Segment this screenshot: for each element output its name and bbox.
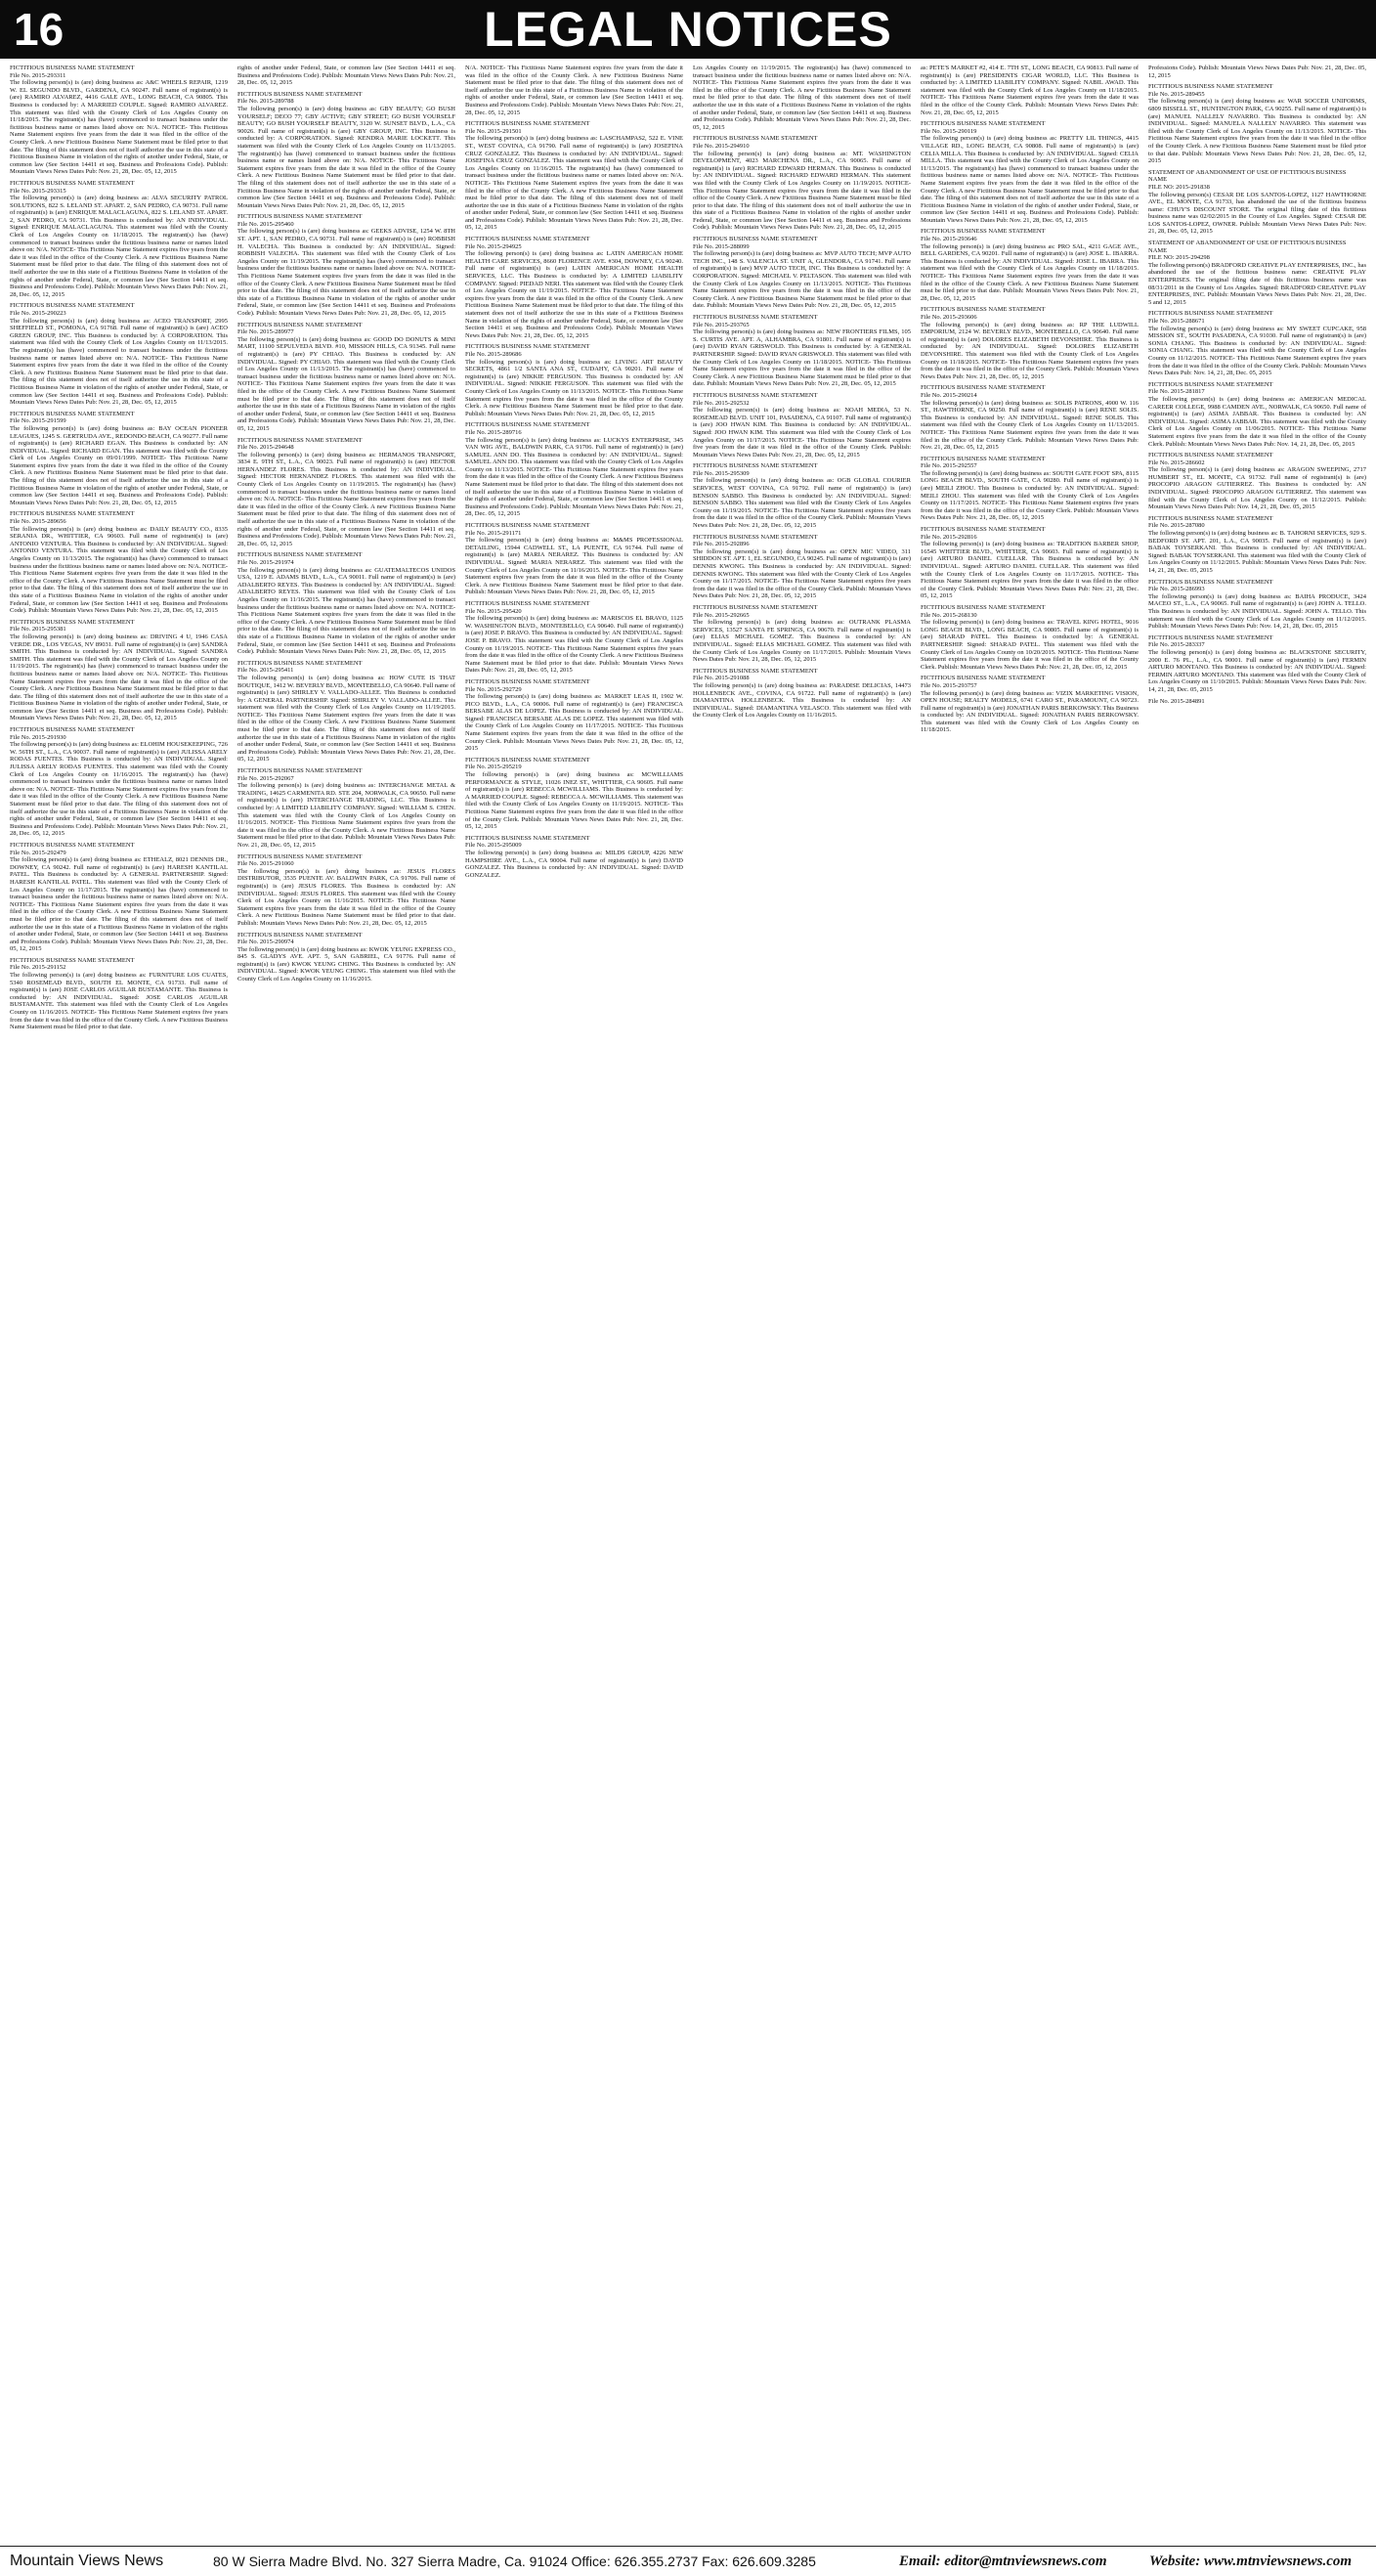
notice-file: File No. 2015-291088 — [693, 675, 750, 682]
notice-heading: FICTITIOUS BUSINESS NAME STATEMENT — [921, 455, 1046, 462]
notice-heading: FICTITIOUS BUSINESS NAME STATEMENT — [921, 120, 1046, 128]
legal-notice — [921, 526, 1139, 600]
notice-file: File No. 2015-295309 — [693, 469, 750, 477]
legal-notice — [921, 604, 1139, 671]
notice-file: File No. 2015-291152 — [10, 964, 66, 972]
notice-file: File No. 2015-281817 — [1148, 388, 1205, 396]
notice-file: File No. 2015-286602 — [1148, 458, 1205, 466]
notice-file: File No. 2015-292729 — [465, 685, 522, 693]
legal-notice — [237, 853, 455, 928]
notice-file: File No. 2015-283337 — [1148, 641, 1205, 649]
legal-notice — [693, 462, 911, 529]
notice-heading: FICTITIOUS BUSINESS NAME STATEMENT — [237, 852, 363, 860]
legal-notice — [1148, 698, 1366, 706]
notice-column — [921, 65, 1139, 2536]
legal-notice — [465, 343, 683, 417]
legal-notice — [1148, 452, 1366, 511]
notice-column — [10, 65, 228, 2536]
notice-column — [1148, 65, 1366, 2536]
notice-body: The following person(s) is (are) doing business as: MY SWEET CUPCAKE, 958 MISSION ST., SOUTH PASADENA, CA 91030. Full name of registrant(s) is (are) SONIA CHANG. This Business is conducted by: AN INDIVIDUAL. Signed: SONIA CHANG. This statement was filed with the County Clerk of Los Angeles County on 11/12/2015. NOTICE- This Fictitious Name Statement expires five years from the date it was filed in the office of the County Clerk. Publish: Mountain Views News Dates Pub: Nov. 14, 21, 28, Dec. 05, 2015 — [1148, 325, 1366, 377]
notice-body: The following person(s) is (are) doing business as: GOOD DO DONUTS & MINI MART, 11100 SEPULVEDA BLVD. #10, MISSION HILLS, CA 91345. Full name of registrant(s) is (are) PY CHIAO. This Business is conducted by: AN INDIVIDUAL. Signed: PY CHIAO. This statement was filed with the County Clerk of Los Angeles County on 11/13/2015. The registrant(s) has (have) commenced to transact business under the fictitious business name or names listed above on: N/A. NOTICE- This Fictitious Name Statement expires five years from the date it was filed in the office of the County Clerk. A new Fictitious Business Name Statement must be filed prior to that date. The filing of this statement does not of itself authorize the use in this state of a Fictitious Business Name in violation of the rights of another under Federal, State, or common law (See Section 14411 et seq. Business and Professions Code). Publish: Mountain Views News Dates Pub: Nov. 21, 28, Dec. 05, 12, 2015 — [237, 335, 455, 432]
notice-file: File No. 2015-289656 — [10, 518, 66, 526]
notice-body: The following person(s) is (are) doing business as: SOUTH GATE FOOT SPA, 8115 LONG BEACH BLVD., SOUTH GATE, CA 90280. Full name of registrant(s) is (are) MEILI ZHOU. This Business is conducted by: AN INDIVIDUAL. Signed: MEILI ZHOU. This statement was filed with the County Clerk of Los Angeles County on 11/17/2015. NOTICE- This Fictitious Name Statement expires five years from the date it was filed in the office of the County Clerk. Publish: Mountain Views News Dates Pub: Nov. 21, 28, Dec. 05, 12, 2015 — [921, 469, 1139, 522]
notice-body: The following person(s) is (are) doing business as: SOLIS PATRONS, 4900 W. 116 ST., HAWTHORNE, CA 90250. Full name of registrant(s) is (are) RENE SOLIS. This Business is conducted by: AN INDIVIDUAL. Signed: RENE SOLIS. This statement was filed with the County Clerk of Los Angeles County on 11/13/2015. NOTICE- This Fictitious Name Statement expires five years from the date it was filed in the office of the County Clerk. Publish: Mountain Views News Dates Pub: Nov. 21, 28, Dec. 05, 12, 2015 — [921, 399, 1139, 452]
notice-file: File No. 2015-292896 — [693, 541, 750, 548]
legal-notice — [693, 65, 911, 131]
notice-heading: FICTITIOUS BUSINESS NAME STATEMENT — [10, 179, 135, 187]
notice-heading: FICTITIOUS BUSINESS NAME STATEMENT — [237, 90, 363, 98]
notice-body: N/A. NOTICE- This Fictitious Name Statement expires five years from the date it was filed in the office of the County Clerk. A new Fictitious Business Name Statement must be filed prior to that date. The filing of this statement does not of itself authorize the use in this state of a Fictitious Business Name in violation of the rights of another under Federal, State, or common law (See Section 14411 et seq. Business and Professions Code). Publish: Mountain Views News Dates Pub: Nov. 21, 28, Dec. 05, 12, 2015 — [465, 65, 683, 116]
footer-paper-name: Mountain Views News — [10, 2553, 164, 2569]
notice-body: The following person(s) is (are) doing business as: ARAGON SWEEPING, 2717 HUMBERT ST., EL MONTE, CA 91732. Full name of registrant(s) is (are) PROCOPIO ARAGON GUTIERREZ. This Business is conducted by: AN INDIVIDUAL. Signed: PROCOPIO ARAGON GUTIERREZ. This statement was filed with the County Clerk of Los Angeles County on 11/12/2015. Publish: Mountain Views News Dates Pub: Nov. 14, 21, 28, Dec. 05, 2015 — [1148, 466, 1366, 511]
notice-body: The following person(s) is (are) doing business as: HERMANOS TRANSPORT, 3834 E. 9TH ST., L.A., CA 90023. Full name of registrant(s) is (are) HECTOR HERNANDEZ FLORES. This Business is conducted by: AN INDIVIDUAL. Signed: HECTOR HERNANDEZ FLORES. This statement was filed with the County Clerk of Los Angeles County on 11/19/2015. The registrant(s) has (have) commenced to transact business under the fictitious business name or names listed above on: N/A. NOTICE- This Fictitious Name Statement expires five years from the date it was filed in the office of the County Clerk. A new Fictitious Business Name Statement must be filed prior to that date. The filing of this statement does not of itself authorize the use in this state of a Fictitious Business Name in violation of the rights of another under Federal, State, or common law (See Section 14411 et seq. Business and Professions Code). Publish: Mountain Views News Dates Pub: Nov. 21, 28, Dec. 05, 12, 2015 — [237, 451, 455, 547]
legal-notice — [1148, 310, 1366, 376]
notice-heading: FICTITIOUS BUSINESS NAME STATEMENT — [693, 533, 818, 541]
footer-email[interactable]: Email: editor@mtnviewsnews.com — [899, 2554, 1107, 2569]
notice-body: The following person(s) is (are) doing business as: DAILY BEAUTY CO., 8335 SERANIA DR., WHITTIER, CA 90603. Full name of registrant(s) is (are) ANTONIO VENTURA. This Business is conducted by: AN INDIVIDUAL. Signed: ANTONIO VENTURA. This statement was filed with the County Clerk of Los Angeles County on 11/13/2015. The registrant(s) has (have) commenced to transact business under the fictitious business name or names listed above on: N/A. NOTICE- This Fictitious Name Statement expires five years from the date it was filed in the office of the County Clerk. A new Fictitious Business Name Statement must be filed prior to that date. The filing of this statement does not of itself authorize the use in this state of a Fictitious Business Name in violation of the rights of another under Federal, State, or common law (See Section 14411 et seq. Business and Professions Code). Publish: Mountain Views News Dates Pub: Nov. 21, 28, Dec. 05, 12, 2015 — [10, 525, 228, 615]
notice-body: The following person(s) is (are) doing business as: A&C WHEELS REPAIR, 1219 W. EL SEGUNDO BLVD., GARDENA, CA 90247. Full name of registrant(s) is (are) RAMIRO ALVAREZ, 4416 GALE AVE., LONG BEACH, CA 90805. This Business is conducted by: A MARRIED COUPLE. Signed: RAMIRO ALVAREZ. This statement was filed with the County Clerk of Los Angeles County on 11/18/2015. The registrant(s) has (have) commenced to transact business under the fictitious business name or names listed above on: N/A. NOTICE- This Fictitious Name Statement expires five years from the date it was filed in the office of the County Clerk. A new Fictitious Business Name Statement must be filed prior to that date. The filing of this statement does not of itself authorize the use in this state of a Fictitious Business Name in violation of the rights of another under Federal, State, or common law (See Section 14411 et seq. Business and Professions Code). Publish: Mountain Views News Dates Pub: Nov. 21, 28, Dec. 05, 12, 2015 — [10, 79, 228, 176]
notice-body: The following person(s) is (are) doing business as: BAIHA PRODUCE, 3424 MACEO ST., L.A., CA 90065. Full name of registrant(s) is (are) JOHN A. TELLO. This Business is conducted by: AN INDIVIDUAL. Signed: JOHN A. TELLO. This statement was filed with the County Clerk of Los Angeles County on 11/12/2015. Publish: Mountain Views News Dates Pub: Nov. 14, 21, 28, Dec. 05, 2015 — [1148, 592, 1366, 631]
legal-notice — [465, 835, 683, 880]
notice-heading: FICTITIOUS BUSINESS NAME STATEMENT — [921, 526, 1046, 534]
legal-notice — [1148, 634, 1366, 694]
notice-body: The following person(s) is (are) doing business as: MT. WASHINGTON DEVELOPMENT, 4023 MARCHENA DR., L.A., CA 90065. Full name of registrant(s) is (are) RICHARD EDWARD HERMAN. This Business is conducted by: AN INDIVIDUAL. Signed: RICHARD EDWARD HERMAN. This statement was filed with the County Clerk of Los Angeles County on 11/19/2015. NOTICE- This Fictitious Name Statement expires five years from the date it was filed in the office of the County Clerk. A new Fictitious Business Name Statement must be filed prior to that date. The filing of this statement does not of itself authorize the use in this state of a Fictitious Business Name in violation of the rights of another under Federal, State, or common law (See Section 14411 et seq. Business and Professions Code). Publish: Mountain Views News Dates Pub: Nov. 21, 28, Dec. 05, 12, 2015 — [693, 150, 911, 232]
notice-file: File No. 2015-293606 — [921, 314, 977, 321]
notice-heading: FICTITIOUS BUSINESS NAME STATEMENT — [1148, 633, 1273, 641]
notice-heading: FICTITIOUS BUSINESS NAME STATEMENT — [693, 314, 818, 321]
notice-body: The following person(s) is (are) doing business as: ELOHIM HOUSEKEEPING, 726 W. 56TH ST., L.A., CA 90037. Full name of registrant(s) is (are) JULISSA ARELY RODAS FUENTES. This Business is conducted by: AN INDIVIDUAL. Signed: JULISSA ARELY RODAS FUENTES. This statement was filed with the County Clerk of Los Angeles County on 11/16/2015. The registrant(s) has (have) commenced to transact business under the fictitious business name or names listed above on: N/A. NOTICE- This Fictitious Name Statement expires five years from the date it was filed in the office of the County Clerk. A new Fictitious Business Name Statement must be filed prior to that date. The filing of this statement does not of itself authorize the use in this state of a Fictitious Business Name in violation of the rights of another under Federal, State, or common law (See Section 14411 et seq. Business and Professions Code). Publish: Mountain Views News Dates Pub: Nov. 21, 28, Dec. 05, 12, 2015 — [10, 741, 228, 838]
notice-body: The following person(s) is (are) doing business as: ACEO TRANSPORT, 2995 SHEFFIELD ST., POMONA, CA 91768. Full name of registrant(s) is (are) ACEO GREEN GROUP, INC. This Business is conducted by: A CORPORATION. This statement was filed with the County Clerk of Los Angeles County on 11/13/2015. The registrant(s) has (have) commenced to transact business under the fictitious business name or names listed above on: N/A. NOTICE- This Fictitious Name Statement expires five years from the date it was filed in the office of the County Clerk. A new Fictitious Business Name Statement must be filed prior to that date. The filing of this statement does not of itself authorize the use in this state of a Fictitious Business Name in violation of the rights of another under Federal, State, or common law (See Section 14411 et seq. Business and Professions Code). Publish: Mountain Views News Dates Pub: Nov. 21, 28, Dec. 05, 12, 2015 — [10, 317, 228, 407]
legal-notice — [1148, 579, 1366, 631]
notice-file: File No. 2015-289455 — [1148, 90, 1205, 98]
notice-heading: FICTITIOUS BUSINESS NAME STATEMENT — [465, 421, 590, 429]
notice-body: The following person(s) is (are) doing business as: GUATEMALTECOS UNIDOS USA, 1219 E. ADAMS BLVD., L.A., CA 90011. Full name of registrant(s) is (are) ADALBERTO REYES. This Business is conducted by: AN INDIVIDUAL. Signed: ADALBERTO REYES. This statement was filed with the County Clerk of Los Angeles County on 11/16/2015. The registrant(s) has (have) commenced to transact business under the fictitious business name or names listed above on: N/A. NOTICE- This Fictitious Name Statement expires five years from the date it was filed in the office of the County Clerk. A new Fictitious Business Name Statement must be filed prior to that date. The filing of this statement does not of itself authorize the use in this state of a Fictitious Business Name in violation of the rights of another under Federal, State, or common law (See Section 14411 et seq. Business and Professions Code). Publish: Mountain Views News Dates Pub: Nov. 21, 28, Dec. 05, 12, 2015 — [237, 566, 455, 656]
notice-heading: FICTITIOUS BUSINESS NAME STATEMENT — [465, 599, 590, 607]
legal-notice — [10, 411, 228, 507]
notice-body: The following person(s) is (are) doing business as: NOAH MEDIA, 53 N. ROSEMEAD BLVD. UNIT 101, PASADENA, CA 91107. Full name of registrant(s) is (are) JOO HWAN KIM. This Business is conducted by: AN INDIVIDUAL. Signed: JOO HWAN KIM. This statement was filed with the County Clerk of Los Angeles County on 11/17/2015. NOTICE- This Fictitious Name Statement expires five years from the date it was filed in the office of the County Clerk. Publish: Mountain Views News Dates Pub: Nov. 21, 28, Dec. 05, 12, 2015 — [693, 407, 911, 458]
notice-heading: FICTITIOUS BUSINESS NAME STATEMENT — [465, 236, 590, 243]
notice-file: File No. 2015-292479 — [10, 849, 66, 856]
legal-notice — [465, 421, 683, 518]
legal-notice — [465, 522, 683, 596]
notice-heading: FICTITIOUS BUSINESS NAME STATEMENT — [237, 436, 363, 444]
notice-body: The following person(s) is (are) doing business as: OPEN MIC VIDEO, 311 SHIDDON ST. APT. 1, EL SEGUNDO, CA 90245. Full name of registrant(s) is (are) DENNIS KWONG. This Business is conducted by: AN INDIVIDUAL. Signed: DENNIS KWONG. This statement was filed with the County Clerk of Los Angeles County on 11/17/2015. NOTICE- This Fictitious Name Statement expires five years from the date it was filed in the office of the County Clerk. Publish: Mountain Views News Dates Pub: Nov. 21, 28, Dec. 05, 12, 2015 — [693, 547, 911, 600]
notice-heading: FICTITIOUS BUSINESS NAME STATEMENT — [465, 120, 590, 128]
legal-notice — [693, 604, 911, 664]
notice-file: File No. 2015-295381 — [10, 626, 66, 633]
notice-file: File No. 2015-287080 — [1148, 522, 1205, 530]
notice-file: File No. 2015-290974 — [237, 939, 294, 946]
notice-heading: FICTITIOUS BUSINESS NAME STATEMENT — [921, 306, 1046, 314]
notice-body: The following person(s) is (are) doing business as: OGB GLOBAL COURIER SERVICES, WEST COVINA, CA 91792. Full name of registrant(s) is (are) BENSON SABBO. This Business is conducted by: AN INDIVIDUAL. Signed: BENSON SABBO. This statement was filed with the County Clerk of Los Angeles County on 11/19/2015. NOTICE- This Fictitious Name Statement expires five years from the date it was filed in the office of the County Clerk. Publish: Mountain Views News Dates Pub: Nov. 21, 28, Dec. 05, 12, 2015 — [693, 477, 911, 530]
legal-notice — [1148, 381, 1366, 448]
notice-body: as: PETE'S MARKET #2, 414 E. 7TH ST., LONG BEACH, CA 90813. Full name of registrant(s) is (are) PRESIDENTS CIGAR WORLD, LLC. This Business is conducted by: A LIMITED LIABILITY COMPANY. Signed: NABIL AWAD. This statement was filed with the County Clerk of Los Angeles County on 11/18/2015. NOTICE- This Fictitious Name Statement expires five years from the date it was filed in the office of the County Clerk. Publish: Mountain Views News Dates Pub: Nov. 21, 28, Dec. 05, 12, 2015 — [921, 65, 1139, 116]
legal-notice — [465, 65, 683, 116]
notice-body: The following person(s) is (are) doing business as: JESUS FLORES DISTRIBUTOR, 3535 PUENTE AV. BALDWIN PARK, CA 91706. Full name of registrant(s) is (are) JESUS FLORES. This Business is conducted by: AN INDIVIDUAL. Signed: JESUS FLORES. This statement was filed with the County Clerk of Los Angeles County on 11/16/2015. NOTICE- This Fictitious Name Statement expires five years from the date it was filed in the office of the County Clerk. A new Fictitious Business Name Statement must be filed prior to that date. Publish: Mountain Views News Dates Pub: Nov. 21, 28, Dec. 05, 12, 2015 — [237, 867, 455, 927]
notice-body: Professions Code). Publish: Mountain Views News Dates Pub: Nov. 21, 28, Dec. 05, 12, 2015 — [1148, 65, 1366, 79]
notice-file: FILE NO: 2015-291838 — [1148, 183, 1210, 191]
notice-body: The following person(s) is (are) doing business as: ETHEALZ, 8021 DENNIS DR., DOWNEY, CA 90242. Full name of registrant(s) is (are) HARESH KANTILAL PATEL. This Business is conducted by: A GENERAL PARTNERSHIP. Signed: HARESH KANTILAL PATEL. This statement was filed with the County Clerk of Los Angeles County on 11/17/2015. The registrant(s) has (have) commenced to transact business under the fictitious business name or names listed above on: N/A. NOTICE- This Fictitious Name Statement expires five years from the date it was filed in the office of the County Clerk. A new Fictitious Business Name Statement must be filed prior to that date. The filing of this statement does not of itself authorize the use in this state of a Fictitious Business Name in violation of the rights of another under Federal, State, or common law (See Section 14411 et seq. Business and Professions Code). Publish: Mountain Views News Dates Pub: Nov. 21, 28, Dec. 05, 12, 2015 — [10, 856, 228, 953]
notice-heading: FICTITIOUS BUSINESS NAME STATEMENT — [10, 726, 135, 734]
notice-body: The following person(s) BRADFORD CREATIVE PLAY ENTERPRISES, INC., has abandoned the use of the fictitious business name: CREATIVE PLAY ENTERPRISES. The original filing date of this fictitious business name was 08/31/2011 in the County of Los Angeles. Signed: BRADFORD CREATIVE PLAY ENTERPRISES, INC. Publish: Mountain Views News Dates Pub: Nov. 21, 28, Dec. 5 and 12, 2015 — [1148, 261, 1366, 306]
notice-heading: FICTITIOUS BUSINESS NAME STATEMENT — [465, 522, 590, 530]
notice-file: File No. 2015-289716 — [465, 428, 522, 436]
notice-body: The following person(s) is (are) doing business as: KWOK YEUNG EXPRESS CO., 845 S. GLADYS AVE. APT. 5, SAN GABRIEL, CA 91776. Full name of registrant(s) is (are) KWOK YEUNG CHING. This Business is conducted by: AN INDIVIDUAL. Signed: KWOK YEUNG CHING. This statement was filed with the County Clerk of Los Angeles County on 11/16/2015. — [237, 945, 455, 983]
notice-body: The following person(s) is (are) doing business as: INTERCHANGE METAL & TRADING, 14625 CARMENITA RD. STE 204, NORWALK, CA 90650. Full name of registrant(s) is (are) INTERCHANGE TRADING, LLC. This Business is conducted by: A LIMITED LIABILITY COMPANY. Signed: WILLIAM S. CHEN. This statement was filed with the County Clerk of Los Angeles County on 11/16/2015. NOTICE- This Fictitious Name Statement expires five years from the date it was filed in the office of the County Clerk. A new Fictitious Business Name Statement must be filed prior to that date. Publish: Mountain Views News Dates Pub: Nov. 21, 28, Dec. 05, 12, 2015 — [237, 782, 455, 849]
notice-body: The following person(s) is (are) doing business as: VIZIX MARKETING VISION, OPEN HOUSE; REALTY MODELS, 6741 CARO ST., PARAMOUNT, CA 90723. Full name of registrant(s) is (are) JONATHAN PARIS BERKOWSKY. This Business is conducted by: AN INDIVIDUAL. Signed: JONATHAN PARIS BERKOWSKY. This statement was filed with the County Clerk of Los Angeles County on 11/18/2015. — [921, 689, 1139, 734]
section-title: LEGAL NOTICES — [484, 2, 892, 57]
legal-notice — [465, 236, 683, 339]
notice-heading: FICTITIOUS BUSINESS NAME STATEMENT — [10, 510, 135, 518]
notice-body: The following person(s) is (are) doing business as: BAY OCEAN PIONEER LEAGUES, 1245 S. GERTRUDA AVE., REDONDO BEACH, CA 90277. Full name of registrant(s) is (are) RICHARD EGAN. This Business is conducted by: AN INDIVIDUAL. Signed: RICHARD EGAN. This statement was filed with the County Clerk of Los Angeles County on 09/01/1999. NOTICE- This Fictitious Name Statement expires five years from the date it was filed in the office of the County Clerk. A new Fictitious Business Name Statement must be filed prior to that date. The filing of this statement does not of itself authorize the use in this state of a Fictitious Business Name in violation of the rights of another under Federal, State, or common law (See Section 14411 et seq. Business and Professions Code). Publish: Mountain Views News Dates Pub: Nov. 21, 28, Dec. 05, 12, 2015 — [10, 424, 228, 506]
notice-file: File No. 2015-289788 — [237, 98, 294, 106]
notice-heading: FICTITIOUS BUSINESS NAME STATEMENT — [10, 956, 135, 964]
notice-heading: FICTITIOUS BUSINESS NAME STATEMENT — [237, 659, 363, 667]
legal-notice — [237, 91, 455, 210]
notice-body: The following person(s) is (are) doing business as: TRADITION BARBER SHOP, 16545 WHITTIER BLVD., WHITTIER, CA 90603. Full name of registrant(s) is (are) ARTURO DANIEL CUELLAR. This Business is conducted by: AN INDIVIDUAL. Signed: ARTURO DANIEL CUELLAR. This statement was filed with the County Clerk of Los Angeles County on 11/17/2015. NOTICE- This Fictitious Name Statement expires five years from the date it was filed in the office of the County Clerk. Publish: Mountain Views News Dates Pub: Nov. 21, 28, Dec. 05, 12, 2015 — [921, 541, 1139, 600]
notice-body: The following person(s) is (are) doing business as: BLACKSTONE SECURITY, 2000 E. 76 PL., L.A., CA 90001. Full name of registrant(s) is (are) FERMIN ARTURO MONTANO. This Business is conducted by: AN INDIVIDUAL. Signed: FERMIN ARTURO MONTANO. This statement was filed with the County Clerk of Los Angeles County on 11/10/2015. Publish: Mountain Views News Dates Pub: Nov. 14, 21, 28, Dec. 05, 2015 — [1148, 648, 1366, 693]
legal-notices-columns — [10, 65, 1366, 2536]
notice-heading: FICTITIOUS BUSINESS NAME STATEMENT — [1148, 452, 1273, 459]
legal-notice — [465, 678, 683, 753]
legal-notice — [10, 726, 228, 838]
notice-column — [237, 65, 455, 2536]
legal-notice — [237, 65, 455, 87]
notice-file: File No. 2015-294925 — [465, 242, 522, 250]
notice-file: File No. 2015-293315 — [10, 187, 66, 195]
legal-notice — [10, 65, 228, 176]
legal-notice — [10, 302, 228, 406]
legal-notice — [693, 534, 911, 600]
notice-file: File No. 2015-290119 — [921, 127, 977, 135]
notice-file: File No. 2015-284891 — [1148, 697, 1205, 705]
legal-notice — [921, 228, 1139, 302]
notice-file: File No. 2015-291171 — [465, 529, 522, 537]
notice-body: The following person(s) is (are) doing business as: B. TAHORNI SERVICES, 929 S. BEDFORD ST. APT. 201, L.A., CA 90035. Full name of registrant(s) is (are) BABAK TOYSERKANI. This Business is conducted by: AN INDIVIDUAL. Signed: BABAK TOYSERKANI. This statement was filed with the County Clerk of Los Angeles County on 11/12/2015. Publish: Mountain Views News Dates Pub: Nov. 14, 21, 28, Dec. 05, 2015 — [1148, 530, 1366, 574]
notice-heading: FICTITIOUS BUSINESS NAME STATEMENT — [1148, 380, 1273, 388]
legal-notice — [237, 551, 455, 655]
legal-notice — [693, 668, 911, 720]
notice-file: File No. 2015-293765 — [693, 321, 750, 328]
notice-file: File No. 2015-292532 — [693, 399, 750, 407]
footer-address: 80 W Sierra Madre Blvd. No. 327 Sierra Madre, Ca. 91024 Office: 626.355.2737 Fax: 626.609.3285 — [213, 2554, 816, 2569]
notice-heading: STATEMENT OF ABANDONMENT OF USE OF FICTITIOUS BUSINESS NAME — [1148, 168, 1347, 184]
legal-notice — [1148, 65, 1366, 79]
notice-body: The following person(s) is (are) doing business as: ALVA SECURITY PATROL SOLUTIONS, 822 S. LELAND ST. APART. 2, SAN PEDRO, CA 90731. Full name of registrant(s) is (are) ENRIQUE MALACLAGUNA, 822 S. LELAND ST. APART. 2, SAN PEDRO, CA 90731. This Business is conducted by: AN INDIVIDUAL. Signed: ENRIQUE MALACLAGUNA. This statement was filed with the County Clerk of Los Angeles County on 11/18/2015. The registrant(s) has (have) commenced to transact business under the fictitious business name or names listed above on: N/A. NOTICE- This Fictitious Name Statement expires five years from the date it was filed in the office of the County Clerk. A new Fictitious Business Name Statement must be filed prior to that date. The filing of this statement does not of itself authorize the use in this state of a Fictitious Business Name in violation of the rights of another under Federal, State, or common law (See Section 14411 et seq. Business and Professions Code). Publish: Mountain Views News Dates Pub: Nov. 21, 28, Dec. 05, 12, 2015 — [10, 195, 228, 298]
legal-notice — [237, 932, 455, 983]
notice-body: The following person(s) is (are) doing business as: TRAVEL KING HOTEL, 9016 LONG BEACH BLVD., LONG BEACH, CA 90805. Full name of registrant(s) is (are) SHARAD PATEL. This Business is conducted by: A GENERAL PARTNERSHIP. Signed: SHARAD PATEL. This statement was filed with the County Clerk of Los Angeles County on 10/20/2015. NOTICE- This Fictitious Name Statement expires five years from the date it was filed in the office of the County Clerk. Publish: Mountain Views News Dates Pub: Nov. 21, 28, Dec. 05, 12, 2015 — [921, 619, 1139, 671]
legal-notice — [237, 660, 455, 764]
notice-heading: FICTITIOUS BUSINESS NAME STATEMENT — [237, 551, 363, 559]
page-number: 16 — [14, 4, 64, 55]
legal-notice — [10, 619, 228, 722]
notice-heading: FICTITIOUS BUSINESS NAME STATEMENT — [237, 213, 363, 221]
notice-body: The following person(s) is (are) doing business as: LATIN AMERICAN HOME HEALTH CARE SERVICES, 8660 FLORENCE AVE. #304, DOWNEY, CA 90240. Full name of registrant(s) is (are) LATIN AMERICAN HOME HEALTH SERVICES, LLC. This Business is conducted by: A LIMITED LIABILITY COMPANY. Signed: PIEDAD NERI. This statement was filed with the County Clerk of Los Angeles County on 11/19/2015. NOTICE- This Fictitious Name Statement expires five years from the date it was filed in the office of the County Clerk. A new Fictitious Business Name Statement must be filed prior to that date. The filing of this statement does not of itself authorize the use in this state of a Fictitious Business Name in violation of the rights of another under Federal, State, or common law (See Section 14411 et seq. Business and Professions Code). Publish: Mountain Views News Dates Pub: Nov. 21, 28, Dec. 05, 12, 2015 — [465, 250, 683, 339]
notice-file: File No. 2015-290223 — [10, 310, 66, 317]
legal-notice — [921, 456, 1139, 522]
notice-body: The following person(s) is (are) doing business as: PRETTY LIL THINGS, 4415 VILLAGE RD., LONG BEACH, CA 90808. Full name of registrant(s) is (are) CELIA MILLA. This Business is conducted by: AN INDIVIDUAL. Signed: CELIA MILLA. This statement was filed with the County Clerk of Los Angeles County on 11/13/2015. The registrant(s) has (have) commenced to transact business under the fictitious business name or names listed above on: N/A. NOTICE- This Fictitious Name Statement expires five years from the date it was filed in the office of the County Clerk. A new Fictitious Business Name Statement must be filed prior to that date. The filing of this statement does not of itself authorize the use in this state of a Fictitious Business Name in violation of the rights of another under Federal, State, or common law (See Section 14411 et seq. Business and Professions Code). Publish: Mountain Views News Dates Pub: Nov. 21, 28, Dec. 05, 12, 2015 — [921, 135, 1139, 224]
notice-heading: FICTITIOUS BUSINESS NAME STATEMENT — [921, 603, 1046, 611]
notice-heading: FICTITIOUS BUSINESS NAME STATEMENT — [1148, 310, 1273, 318]
notice-file: File No. 2015-291501 — [465, 127, 522, 135]
legal-notice — [693, 392, 911, 458]
notice-heading: FICTITIOUS BUSINESS NAME STATEMENT — [465, 756, 590, 764]
notice-file: File No. 2015-294910 — [693, 142, 750, 150]
legal-notice — [1148, 83, 1366, 165]
notice-heading: FICTITIOUS BUSINESS NAME STATEMENT — [10, 65, 135, 71]
notice-heading: FICTITIOUS BUSINESS NAME STATEMENT — [237, 767, 363, 775]
notice-heading: FICTITIOUS BUSINESS NAME STATEMENT — [693, 667, 818, 675]
legal-notice — [237, 322, 455, 433]
notice-heading: FICTITIOUS BUSINESS NAME STATEMENT — [693, 391, 818, 399]
notice-body: The following person(s) is (are) doing business as: LUCKYS ENTERPRISE, 345 VAN WIG AVE., BALDWIN PARK, CA 91706. Full name of registrant(s) is (are) SAMUEL ANN DO. This Business is conducted by: AN INDIVIDUAL. Signed: SAMUEL ANN DO. This statement was filed with the County Clerk of Los Angeles County on 11/13/2015. NOTICE- This Fictitious Name Statement expires five years from the date it was filed in the office of the County Clerk. A new Fictitious Business Name Statement must be filed prior to that date. The filing of this statement does not of itself authorize the use in this state of a Fictitious Business Name in violation of the rights of another under Federal, State, or common law (See Section 14411 et seq. Business and Professions Code). Publish: Mountain Views News Dates Pub: Nov. 21, 28, Dec. 05, 12, 2015 — [465, 436, 683, 518]
notice-column — [465, 65, 683, 2536]
legal-notice — [237, 437, 455, 548]
notice-body: The following person(s) is (are) doing business as: RP THE LUDWILL EMPORIUM, 2124 W. BEVERLY BLVD., MONTEBELLO, CA 90640. Full name of registrant(s) is (are) DOLORES ELIZABETH DEVONSHIRE. This Business is conducted by: AN INDIVIDUAL. Signed: DOLORES ELIZABETH DEVONSHIRE. This statement was filed with the County Clerk of Los Angeles County on 11/18/2015. NOTICE- This Fictitious Name Statement expires five years from the date it was filed in the office of the County Clerk. Publish: Mountain Views News Dates Pub: Nov. 21, 28, Dec. 05, 12, 2015 — [921, 321, 1139, 380]
legal-notice — [10, 957, 228, 1031]
notice-body: The following person(s) is (are) doing business as: MVP AUTO TECH; MVP AUTO TECH INC., 148 S. VALENCIA ST. UNIT A, GLENDORA, CA 91741. Full name of registrant(s) is (are) MVP AUTO TECH, INC. This Business is conducted by: A CORPORATION. Signed: MICHAEL V. PELTASON. This statement was filed with the County Clerk of Los Angeles County on 11/13/2015. NOTICE- This Fictitious Name Statement expires five years from the date it was filed in the office of the County Clerk. A new Fictitious Business Name Statement must be filed prior to that date. Publish: Mountain Views News Dates Pub: Nov. 21, 28, Dec. 05, 12, 2015 — [693, 250, 911, 310]
notice-heading: FICTITIOUS BUSINESS NAME STATEMENT — [237, 321, 363, 328]
notice-body: The following person(s) is (are) doing business as: PARADISE DELICIAS, 14473 HOLLENBECK AVE., COVINA, CA 91722. Full name of registrant(s) is (are) DIAMANTINA HOLLENBECK. This Business is conducted by: AN INDIVIDUAL. Signed: DIAMANTINA VELASCO. This statement was filed with the County Clerk of Los Angeles County on 11/16/2015. — [693, 681, 911, 720]
legal-notice — [693, 314, 911, 388]
notice-heading: FICTITIOUS BUSINESS NAME STATEMENT — [693, 135, 818, 143]
legal-notice — [237, 767, 455, 850]
notice-file: File No. 2015-290214 — [921, 391, 977, 399]
notice-body: The following person(s) is (are) doing business as: OUTRANK PLASMA SERVICES, 13527 SANTA FE SPRINGS, CA 90670. Full name of registrant(s) is (are) ELIAS MICHAEL GOMEZ. This Business is conducted by: AN INDIVIDUAL. Signed: ELIAS MICHAEL GOMEZ. This statement was filed with the County Clerk of Los Angeles County on 11/17/2015. Publish: Mountain Views News Dates Pub: Nov. 21, 28, Dec. 05, 12, 2015 — [693, 619, 911, 664]
legal-notice — [693, 135, 911, 232]
notice-heading: FICTITIOUS BUSINESS NAME STATEMENT — [10, 841, 135, 849]
legal-notice — [465, 600, 683, 675]
legal-notice — [1148, 169, 1366, 236]
legal-notice — [921, 384, 1139, 451]
notice-body: The following person(s) is (are) doing business as: M&MS PROFESSIONAL DETAILING, 15944 CADWELL ST., LA PUENTE, CA 91744. Full name of registrant(s) is (are) MARIA NERAREZ. This Business is conducted by: AN INDIVIDUAL. Signed: MARIA NERAREZ. This statement was filed with the County Clerk of Los Angeles County on 11/16/2015. NOTICE- This Fictitious Name Statement expires five years from the date it was filed in the office of the County Clerk. A new Fictitious Business Name Statement must be filed prior to that date. Publish: Mountain Views News Dates Pub: Nov. 21, 28, Dec. 05, 12, 2015 — [465, 537, 683, 596]
legal-notice — [10, 842, 228, 953]
notice-heading: FICTITIOUS BUSINESS NAME STATEMENT — [1148, 578, 1273, 586]
notice-heading: FICTITIOUS BUSINESS NAME STATEMENT — [921, 384, 1046, 392]
notice-body: The following person(s) is (are) doing business as: MARISCOS EL BRAVO, 1125 W. WASHINGTON BLVD., MONTEBELLO, CA 90640. Full name of registrant(s) is (are) JOSE P. BRAVO. This Business is conducted by: AN INDIVIDUAL. Signed: JOSE P. BRAVO. This statement was filed with the County Clerk of Los Angeles County on 11/19/2015. NOTICE- This Fictitious Name Statement expires five years from the date it was filed in the office of the County Clerk. A new Fictitious Business Name Statement must be filed prior to that date. Publish: Mountain Views News Dates Pub: Nov. 21, 28, Dec. 05, 12, 2015 — [465, 615, 683, 675]
notice-heading: FICTITIOUS BUSINESS NAME STATEMENT — [693, 236, 818, 243]
legal-notice — [693, 236, 911, 310]
page-footer — [0, 2546, 1376, 2576]
notice-file: File No. 2015-288099 — [693, 242, 750, 250]
notice-column — [693, 65, 911, 2536]
notice-file: File No. 2015-293757 — [921, 681, 977, 689]
notice-heading: FICTITIOUS BUSINESS NAME STATEMENT — [10, 618, 135, 626]
notice-body: Los Angeles County on 11/19/2015. The registrant(s) has (have) commenced to transact business under the fictitious business name or names listed above on: N/A. NOTICE- This Fictitious Name Statement expires five years from the date it was filed in the office of the County Clerk. A new Fictitious Business Name Statement must be filed prior to that date. The filing of this statement does not of itself authorize the use in this state of a Fictitious Business Name in violation of the rights of another under Federal, State, or common law (See Section 14411 et seq. Business and Professions Code). Publish: Mountain Views News Dates Pub: Nov. 21, 28, Dec. 05, 12, 2015 — [693, 65, 911, 131]
notice-body: The following person(s) is (are) doing business as: MARKET LEAS II, 1902 W. PICO BLVD., L.A., CA 90006. Full name of registrant(s) is (are) FRANCISCA BERSABE ALAS DE LOPEZ. This Business is conducted by: AN INDIVIDUAL. Signed: FRANCISCA BERSABE ALAS DE LOPEZ. This statement was filed with the County Clerk of Los Angeles County on 11/17/2015. NOTICE- This Fictitious Name Statement expires five years from the date it was filed in the office of the County Clerk. Publish: Mountain Views News Dates Pub: Nov. 21, 28, Dec. 05, 12, 2015 — [465, 693, 683, 753]
notice-file: File No. 2015-292067 — [237, 774, 294, 782]
notice-heading: FICTITIOUS BUSINESS NAME STATEMENT — [693, 462, 818, 470]
notice-heading: FICTITIOUS BUSINESS NAME STATEMENT — [921, 228, 1046, 236]
notice-body: The following person(s) is (are) doing business as: WAR SOCCER UNIFORMS, 6809 BISSELL ST., HUNTINGTON PARK, CA 90255. Full name of registrant(s) is (are) MANUEL NALLELY NAVARRO. This Business is conducted by: AN INDIVIDUAL. Signed: MANUELA NALLELY NAVARRO. This statement was filed with the County Clerk of Los Angeles County on 11/13/2015. NOTICE- This Fictitious Name Statement expires five years from the date it was filed in the office of the County Clerk. A new Fictitious Business Name Statement must be filed prior to that date. Publish: Mountain Views News Dates Pub: Nov. 21, 28, Dec. 05, 12, 2015 — [1148, 98, 1366, 165]
legal-notice — [237, 213, 455, 317]
notice-file: File No. 2015-293311 — [10, 71, 66, 79]
notice-body: The following person(s) is (are) doing business as: FURNITURE LOS CUATES, 5340 ROSEMEAD BLVD., SOUTH EL MONTE, CA 91733. Full name of registrant(s) is (are) JOSE CARLOS AGUILAR BUSTAMANTE. This Business is conducted by: AN INDIVIDUAL. Signed: JOSE CARLOS AGUILAR BUSTAMANTE. This statement was filed with the County Clerk of Los Angeles County on 11/16/2015. NOTICE- This Fictitious Name Statement expires five years from the date it was filed in the office of the County Clerk. A new Fictitious Business Name Statement must be filed prior to that date. — [10, 972, 228, 1031]
notice-body: rights of another under Federal, State, or common law (See Section 14411 et seq. Business and Professions Code). Publish: Mountain Views News Dates Pub: Nov. 21, 28, Dec. 05, 12, 2015 — [237, 65, 455, 87]
notice-file: File No. 2015-292816 — [921, 533, 977, 541]
notice-heading: FICTITIOUS BUSINESS NAME STATEMENT — [1148, 83, 1273, 91]
notice-file: File No. 2015-292665 — [693, 611, 750, 619]
legal-notice — [921, 120, 1139, 224]
notice-file: FILE NO: 2015-294298 — [1148, 254, 1210, 262]
notice-body: The following person(s) is (are) doing business as: GEEKS ADVISE, 1254 W. 8TH ST. APT. 1, SAN PEDRO, CA 90731. Full name of registrant(s) is (are) ROBBISH H. VALECHA. This Business is conducted by: AN INDIVIDUAL. Signed: ROBBISH VALECHA. This statement was filed with the County Clerk of Los Angeles County on 11/19/2015. The registrant(s) has (have) commenced to transact business under the fictitious business name or names listed above on: N/A. NOTICE- This Fictitious Name Statement expires five years from the date it was filed in the office of the County Clerk. A new Fictitious Business Name Statement must be filed prior to that date. The filing of this statement does not of itself authorize the use in this state of a Fictitious Business Name in violation of the rights of another under Federal, State, or common law (See Section 14411 et seq. Business and Professions Code). Publish: Mountain Views News Dates Pub: Nov. 21, 28, Dec. 05, 12, 2015 — [237, 228, 455, 317]
notice-heading: FICTITIOUS BUSINESS NAME STATEMENT — [921, 675, 1046, 682]
notice-file: File No. 2015-289977 — [237, 328, 294, 336]
notice-heading: STATEMENT OF ABANDONMENT OF USE OF FICTITIOUS BUSINESS NAME — [1148, 240, 1347, 254]
legal-notice — [921, 675, 1139, 734]
notice-file: File No. 2015-268130 — [921, 611, 977, 619]
notice-body: The following person(s) is (are) doing business as: AMERICAN MEDICAL CAREER COLLEGE, 9988 CAMDEN AVE., NORWALK, CA 90650. Full name of registrant(s) is (are) ASIMA JABBAR. This Business is conducted by: AN INDIVIDUAL. Signed: ASIMA JABBAR. This statement was filed with the County Clerk of Los Angeles County on 11/06/2015. NOTICE- This Fictitious Name Statement expires five years from the date it was filed in the office of the County Clerk. Publish: Mountain Views News Dates Pub: Nov. 14, 21, 28, Dec. 05, 2015 — [1148, 395, 1366, 448]
notice-file: File No. 2015-295219 — [465, 764, 522, 771]
legal-notice — [465, 757, 683, 831]
legal-notice — [465, 120, 683, 232]
notice-file: File No. 2015-295009 — [465, 842, 522, 850]
notice-file: File No. 2015-291060 — [237, 860, 294, 868]
legal-notice — [921, 306, 1139, 380]
notice-file: File No. 2015-286993 — [1148, 586, 1205, 593]
notice-file: File No. 2015-291974 — [237, 559, 294, 566]
notice-heading: FICTITIOUS BUSINESS NAME STATEMENT — [693, 603, 818, 611]
legal-notice — [1148, 240, 1366, 306]
notice-body: The following person(s) is (are) doing business as: NEW FRONTIERS FILMS, 105 S. CURTIS AVE. APT. A, ALHAMBRA, CA 91801. Full name of registrant(s) is (are) DAVID RYAN GRISWOLD. This Business is conducted by: A GENERAL PARTNERSHIP. Signed: DAVID RYAN GRISWOLD. This statement was filed with the County Clerk of Los Angeles County on 11/18/2015. NOTICE- This Fictitious Name Statement expires five years from the date it was filed in the office of the County Clerk. A new Fictitious Business Name Statement must be filed prior to that date. Publish: Mountain Views News Dates Pub: Nov. 21, 28, Dec. 05, 12, 2015 — [693, 328, 911, 388]
notice-heading: FICTITIOUS BUSINESS NAME STATEMENT — [465, 834, 590, 842]
legal-notice — [10, 180, 228, 299]
legal-notice — [10, 510, 228, 614]
notice-body: The following person(s) is (are) doing business as: DRIVING 4 U, 1946 CASA VERDE DR., LOS VEGAS, NV 89031. Full name of registrant(s) is (are) SANDRA SMITH. This Business is conducted by: AN INDIVIDUAL. Signed: SANDRA SMITH. This statement was filed with the County Clerk of Los Angeles County on 11/19/2015. The registrant(s) has (have) commenced to transact business under the fictitious business name or names listed above on: N/A. NOTICE- This Fictitious Name Statement expires five years from the date it was filed in the office of the County Clerk. A new Fictitious Business Name Statement must be filed prior to that date. The filing of this statement does not of itself authorize the use in this state of a Fictitious Business Name in violation of the rights of another under Federal, State, or common law (See Section 14411 et seq. Business and Professions Code). Publish: Mountain Views News Dates Pub: Nov. 21, 28, Dec. 05, 12, 2015 — [10, 633, 228, 722]
notice-file: File No. 2015-291930 — [10, 733, 66, 741]
notice-heading: FICTITIOUS BUSINESS NAME STATEMENT — [10, 302, 135, 310]
notice-body: The following person(s) is (are) doing business as: PRO SAL, 4211 GAGE AVE., BELL GARDENS, CA 90201. Full name of registrant(s) is (are) JOSE L. IBARRA. This Business is conducted by: AN INDIVIDUAL. Signed: JOSE L. IBARRA. This statement was filed with the County Clerk of Los Angeles County on 11/18/2015. NOTICE- This Fictitious Name Statement expires five years from the date it was filed in the office of the County Clerk. A new Fictitious Business Name Statement must be filed prior to that date. Publish: Mountain Views News Dates Pub: Nov. 21, 28, Dec. 05, 12, 2015 — [921, 242, 1139, 302]
notice-heading: FICTITIOUS BUSINESS NAME STATEMENT — [465, 343, 590, 351]
notice-file: File No. 2015-292557 — [921, 462, 977, 470]
notice-file: File No. 2015-294648 — [237, 444, 294, 452]
notice-file: File No. 2015-289686 — [465, 350, 522, 358]
notice-heading: FICTITIOUS BUSINESS NAME STATEMENT — [237, 931, 363, 939]
legal-notice — [1148, 515, 1366, 575]
notice-heading: FICTITIOUS BUSINESS NAME STATEMENT — [465, 677, 590, 685]
notice-body: The following person(s) is (are) doing business as: MILDS GROUP, 4226 NEW HAMPSHIRE AVE., L.A., CA 90004. Full name of registrant(s) is (are) DAVID GONZALEZ. This Business is conducted by: AN INDIVIDUAL. Signed: DAVID GONZALEZ. — [465, 849, 683, 879]
notice-heading: FICTITIOUS BUSINESS NAME STATEMENT — [10, 410, 135, 417]
notice-body: The following person(s) CESAR DE LOS SANTOS-LOPEZ, 1127 HAWTHORNE AVE., EL MONTE, CA 91733, has abandoned the use of the fictitious business name: CHUY'S DISCOUNT STORE. The original filing date of this fictitious business name was 02/02/2015 in the County of Los Angeles. Signed: CESAR DE LOS SANTOS-LOPEZ, OWNER. Publish: Mountain Views News Dates Pub: Nov. 21, 28, Dec. 05, 12, 2015 — [1148, 191, 1366, 236]
notice-body: The following person(s) is (are) doing business as: LASCHAMPAS2, 522 E. VINE ST., WEST COVINA, CA 91790. Full name of registrant(s) is (are) JOSEFINA CRUZ GONZALEZ. This Business is conducted by: AN INDIVIDUAL. Signed: JOSEFINA CRUZ GONZALEZ. This statement was filed with the County Clerk of Los Angeles County on 11/16/2015. The registrant(s) has (have) commenced to transact business under the fictitious business name or names listed above on: N/A. NOTICE- This Fictitious Name Statement expires five years from the date it was filed in the office of the County Clerk. A new Fictitious Business Name Statement must be filed prior to that date. The filing of this statement does not of itself authorize the use in this state of a Fictitious Business Name in violation of the rights of another under Federal, State, or common law (See Section 14411 et seq. Business and Professions Code). Publish: Mountain Views News Dates Pub: Nov. 21, 28, Dec. 05, 12, 2015 — [465, 135, 683, 232]
notice-body: The following person(s) is (are) doing business as: LIVING ART BEAUTY SECRETS, 4861 1/2 SANTA ANA ST., CUDAHY, CA 90201. Full name of registrant(s) is (are) NIKKIE FERGUSON. This Business is conducted by: AN INDIVIDUAL. Signed: NIKKIE FERGUSON. This statement was filed with the County Clerk of Los Angeles County on 11/13/2015. NOTICE- This Fictitious Name Statement expires five years from the date it was filed in the office of the County Clerk. A new Fictitious Business Name Statement must be filed prior to that date. Publish: Mountain Views News Dates Pub: Nov. 21, 28, Dec. 05, 12, 2015 — [465, 358, 683, 417]
notice-heading: FICTITIOUS BUSINESS NAME STATEMENT — [1148, 514, 1273, 522]
notice-file: File No. 2015-293646 — [921, 236, 977, 243]
notice-file: File No. 2015-288671 — [1148, 318, 1205, 325]
notice-body: The following person(s) is (are) doing business as: MCWILLIAMS PERFORMANCE & STYLE, 11026 INEZ ST., WHITTIER, CA 90605. Full name of registrant(s) is (are) REBECCA MCWILLIAMS. This Business is conducted by: A MARRIED COUPLE. Signed: REBECCA A. MCWILLIAMS. This statement was filed with the County Clerk of Los Angeles County on 11/19/2015. NOTICE- This Fictitious Name Statement expires five years from the date it was filed in the office of the County Clerk. Publish: Mountain Views News Dates Pub: Nov. 21, 28, Dec. 05, 12, 2015 — [465, 771, 683, 831]
notice-body: The following person(s) is (are) doing business as: GBY BEAUTY; GO BUSH YOURSELF; DECO 77; GBY ACTIVE; GBY STREET; GO BUSH YOURSELF BEAUTY; GO BUSH YOURSELF BEAUTY, 3120 W. SUNSET BLVD., L.A., CA 90026. Full name of registrant(s) is (are) GBY GROUP, INC. This Business is conducted by: A CORPORATION. Signed: KENDRA MARIE LOCKETT. This statement was filed with the County Clerk of Los Angeles County on 11/13/2015. The registrant(s) has (have) commenced to transact business under the fictitious business name or names listed above on: N/A. NOTICE- This Fictitious Name Statement expires five years from the date it was filed in the office of the County Clerk. A new Fictitious Business Name Statement must be filed prior to that date. The filing of this statement does not of itself authorize the use in this state of a Fictitious Business Name in violation of the rights of another under Federal, State, or common law (See Section 14411 et seq. Business and Professions Code). Publish: Mountain Views News Dates Pub: Nov. 21, 28, Dec. 05, 12, 2015 — [237, 105, 455, 209]
notice-file: File No. 2015-295420 — [465, 607, 522, 615]
notice-file: File No. 2015-291599 — [10, 417, 66, 425]
notice-file: File No. 2015-295460 — [237, 220, 294, 228]
notice-body: The following person(s) is (are) doing business as: HOW CUTE IS THAT BOUTIQUE, 1412 W. BEVERLY BLVD., MONTEBELLO, CA 90640. Full name of registrant(s) is (are) SHIRLEY V. VALLADO-ALLEE. This Business is conducted by: A GENERAL PARTNERSHIP. Signed: SHIRLEY V. VALLADO-ALLEE. This statement was filed with the County Clerk of Los Angeles County on 11/19/2015. NOTICE- This Fictitious Name Statement expires five years from the date it was filed in the office of the County Clerk. A new Fictitious Business Name Statement must be filed prior to that date. The filing of this statement does not of itself authorize the use in this state of a Fictitious Business Name in violation of the rights of another under Federal, State, or common law (See Section 14411 et seq. Business and Professions Code). Publish: Mountain Views News Dates Pub: Nov. 21, 28, Dec. 05, 12, 2015 — [237, 674, 455, 764]
masthead — [0, 0, 1376, 59]
notice-file: File No. 2015-295411 — [237, 667, 294, 675]
footer-website[interactable]: Website: www.mtnviewsnews.com — [1149, 2554, 1353, 2569]
legal-notice — [921, 65, 1139, 116]
